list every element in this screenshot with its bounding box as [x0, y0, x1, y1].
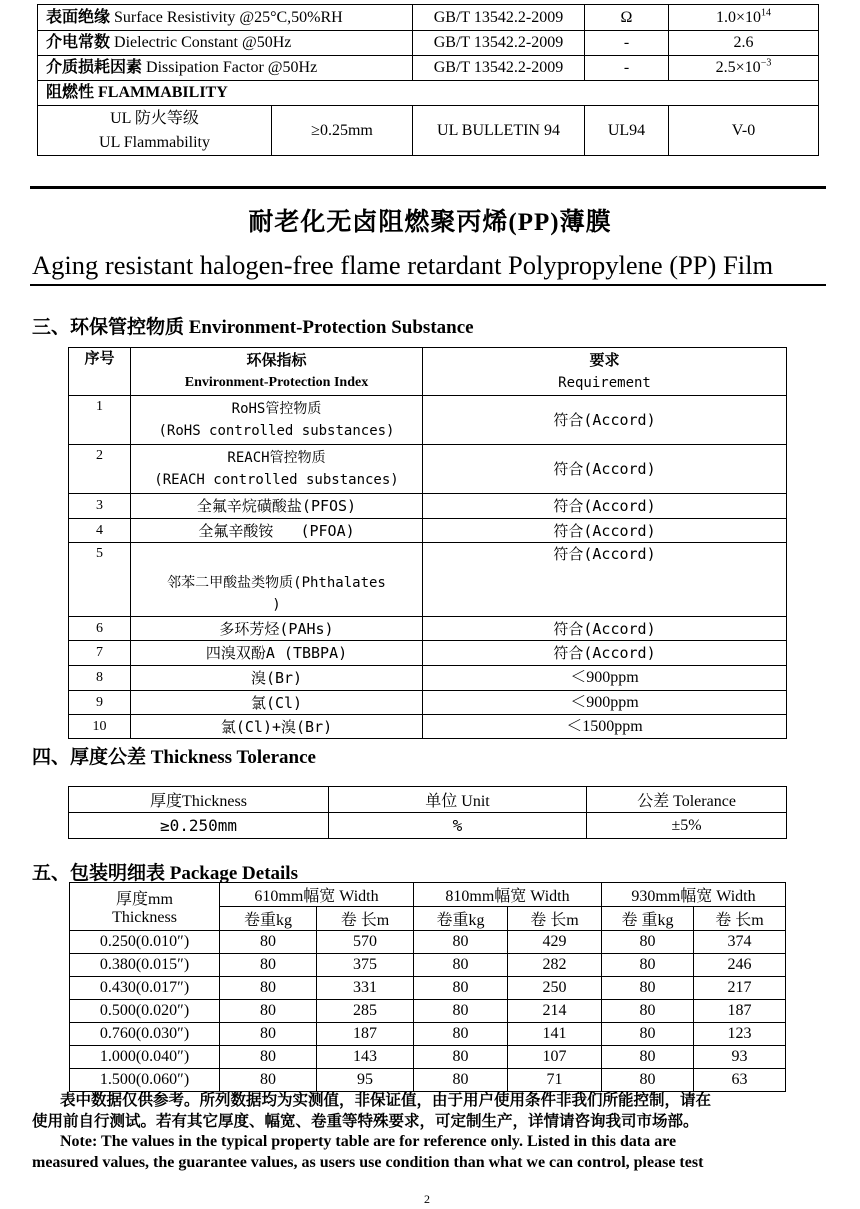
value-cell: 80	[602, 931, 694, 954]
header-no: 序号	[69, 348, 131, 396]
table-row	[70, 1000, 786, 1023]
value-cell: 80	[414, 954, 508, 977]
flammability-name: UL 防火等级 UL Flammability	[38, 106, 272, 156]
table-row	[70, 977, 786, 1000]
table-row	[38, 31, 819, 56]
item-cell: 邻苯二甲酸盐类物质(Phthalates )	[131, 543, 423, 617]
table-row: 9 氯(Cl) ＜900ppm	[69, 691, 787, 715]
value-cell: 429	[508, 931, 602, 954]
standard-cell: GB/T 13542.2-2009	[413, 56, 585, 81]
header-thickness: 厚度mm Thickness	[70, 883, 220, 931]
requirement-cell: 符合(Accord)	[423, 519, 787, 543]
value-cell: V-0	[669, 106, 819, 156]
thickness-cell: 0.250(0.010″)	[70, 931, 220, 954]
note-cn-line2: 使用前自行测试。若有其它厚度、幅宽、卷重等特殊要求，可定制生产，详情请咨询我司市场部。	[32, 1113, 699, 1130]
standard-cell: GB/T 13542.2-2009	[413, 5, 585, 31]
value-cell: 80	[220, 1000, 317, 1023]
requirement-cell: 符合(Accord)	[423, 494, 787, 519]
thickness-cell: 0.430(0.017″)	[70, 977, 220, 1000]
property-name-cn: 表面绝缘	[46, 8, 111, 26]
table-row: 4 全氟辛酸铵 (PFOA) 符合(Accord)	[69, 519, 787, 543]
header-index: 环保指标 Environment-Protection Index	[131, 348, 423, 396]
header-requirement: 要求 Requirement	[423, 348, 787, 396]
requirement-cell: 符合(Accord)	[423, 617, 787, 641]
thickness-table	[68, 786, 787, 839]
standard-cell: UL BULLETIN 94	[413, 106, 585, 156]
unit-cell: UL94	[585, 106, 669, 156]
value-cell: 80	[414, 1023, 508, 1046]
package-table	[69, 882, 786, 1092]
value-cell: 71	[508, 1069, 602, 1092]
unit-cell: Ω	[585, 5, 669, 31]
value-cell: 80	[220, 1023, 317, 1046]
value-cell: 80	[602, 1023, 694, 1046]
note-en-line1: Note: The values in the typical property table are for reference only. Listed in this data are	[60, 1133, 677, 1150]
page-number: 2	[424, 1192, 430, 1206]
environment-table	[68, 347, 787, 739]
value-cell: $1.0\times 10^{14}$	[669, 5, 819, 31]
value-cell: 143	[317, 1046, 414, 1069]
value-cell: 63	[694, 1069, 786, 1092]
property-name-cn: 介电常数	[46, 34, 111, 51]
section-heading-environment: 三、环保管控物质 Environment-Protection Substance	[32, 317, 474, 338]
value-cell: 374	[694, 931, 786, 954]
property-name-en: Surface Resistivity @25°C,50%RH	[114, 8, 343, 26]
value-cell: 282	[508, 954, 602, 977]
flammability-header: 阻燃性 FLAMMABILITY	[38, 81, 819, 106]
value-cell: 80	[414, 1069, 508, 1092]
properties-table	[37, 4, 819, 156]
item-cell: REACH管控物质 (REACH controlled substances)	[131, 445, 423, 494]
divider	[30, 186, 826, 189]
table-row: 1 RoHS管控物质 (RoHS controlled substances) 符合(Accord)	[69, 396, 787, 445]
table-row: 6 多环芳烃(PAHs) 符合(Accord)	[69, 617, 787, 641]
table-row	[70, 1069, 786, 1092]
value-cell: 187	[694, 1000, 786, 1023]
item-cell: 全氟辛酸铵 (PFOA)	[131, 519, 423, 543]
requirement-cell: 符合(Accord)	[423, 543, 787, 617]
value-cell: 214	[508, 1000, 602, 1023]
value-cell: 93	[694, 1046, 786, 1069]
table-row	[38, 81, 819, 106]
value-cell: 250	[508, 977, 602, 1000]
value-cell: 217	[694, 977, 786, 1000]
unit-cell: -	[585, 56, 669, 81]
note-cn-line1: 表中数据仅供参考。所列数据均为实测值，非保证值，由于用户使用条件非我们所能控制，请在	[60, 1092, 712, 1109]
value-cell: 80	[414, 1046, 508, 1069]
item-cell: 溴(Br)	[131, 666, 423, 691]
value-cell: 141	[508, 1023, 602, 1046]
unit-cell: -	[585, 31, 669, 56]
value-cell: 570	[317, 931, 414, 954]
value-cell: 80	[220, 1046, 317, 1069]
header-width-610: 610mm幅宽 Width	[220, 883, 414, 907]
table-header-row	[69, 348, 787, 396]
header-unit: 单位 Unit	[329, 787, 587, 813]
value-cell: 187	[317, 1023, 414, 1046]
value-cell: 80	[220, 977, 317, 1000]
property-name-en: Dissipation Factor @50Hz	[146, 59, 318, 76]
value-cell: 2.6	[669, 31, 819, 56]
page-subtitle: Aging resistant halogen-free flame retardant Polypropylene (PP) Film	[32, 250, 774, 280]
header-tolerance: 公差 Tolerance	[587, 787, 787, 813]
value-cell: 285	[317, 1000, 414, 1023]
requirement-cell: 符合(Accord)	[423, 396, 787, 445]
table-row: 5 邻苯二甲酸盐类物质(Phthalates ) 符合(Accord)	[69, 543, 787, 617]
table-header-row	[69, 787, 787, 813]
section-heading-package: 五、包装明细表 Package Details	[32, 863, 298, 884]
value-cell: 375	[317, 954, 414, 977]
requirement-cell: 符合(Accord)	[423, 641, 787, 666]
table-row: ≥0.250mm % ±5%	[69, 813, 787, 839]
header-width-930: 930mm幅宽 Width	[602, 883, 786, 907]
value-cell: 80	[220, 1069, 317, 1092]
table-row	[38, 56, 819, 81]
section-heading-thickness: 四、厚度公差 Thickness Tolerance	[32, 747, 316, 768]
value-cell: 80	[602, 1069, 694, 1092]
table-row: 2 REACH管控物质 (REACH controlled substances) 符合(Accord)	[69, 445, 787, 494]
value-cell: 107	[508, 1046, 602, 1069]
value-cell: 80	[602, 954, 694, 977]
thickness-cell: 1.500(0.060″)	[70, 1069, 220, 1092]
value-cell: 80	[602, 1000, 694, 1023]
value-cell: 80	[220, 954, 317, 977]
item-cell: 全氟辛烷磺酸盐(PFOS)	[131, 494, 423, 519]
requirement-cell: 符合(Accord)	[423, 445, 787, 494]
thickness-cell: 0.760(0.030″)	[70, 1023, 220, 1046]
item-cell: 四溴双酚A (TBBPA)	[131, 641, 423, 666]
standard-cell: GB/T 13542.2-2009	[413, 31, 585, 56]
property-name-en: Dielectric Constant @50Hz	[114, 34, 292, 51]
item-cell: 氯(Cl)+溴(Br)	[131, 715, 423, 739]
thickness-cell: ≥0.25mm	[272, 106, 413, 156]
table-subheader-row: 卷重kg 卷 长m 卷重kg 卷 长m 卷 重kg 卷 长m	[70, 907, 786, 931]
value-cell: 331	[317, 977, 414, 1000]
table-row	[38, 5, 819, 31]
table-row	[70, 1046, 786, 1069]
requirement-cell: ＜900ppm	[423, 666, 787, 691]
value-cell: 123	[694, 1023, 786, 1046]
page-title: 耐老化无卤阻燃聚丙烯(PP)薄膜	[248, 209, 612, 236]
table-row	[70, 954, 786, 977]
property-name-cn: 介质损耗因素	[46, 59, 143, 76]
thickness-cell: 0.500(0.020″)	[70, 1000, 220, 1023]
value-cell: 80	[414, 931, 508, 954]
value-cell: 95	[317, 1069, 414, 1092]
requirement-cell: ＜1500ppm	[423, 715, 787, 739]
table-header-row	[70, 883, 786, 907]
value-cell: 80	[602, 1046, 694, 1069]
value-cell: 80	[220, 931, 317, 954]
item-cell: 氯(Cl)	[131, 691, 423, 715]
header-width-810: 810mm幅宽 Width	[414, 883, 602, 907]
table-row: 7 四溴双酚A (TBBPA) 符合(Accord)	[69, 641, 787, 666]
table-row: 8 溴(Br) ＜900ppm	[69, 666, 787, 691]
table-row: 3 全氟辛烷磺酸盐(PFOS) 符合(Accord)	[69, 494, 787, 519]
value-cell: 80	[414, 977, 508, 1000]
table-row	[70, 1023, 786, 1046]
header-thickness: 厚度Thickness	[69, 787, 329, 813]
thickness-cell: 0.380(0.015″)	[70, 954, 220, 977]
value-cell: 80	[414, 1000, 508, 1023]
table-row	[38, 106, 819, 156]
table-row	[70, 931, 786, 954]
value-cell: 246	[694, 954, 786, 977]
note-en-line2: measured values, the guarantee values, as users use condition than what we can control, please test	[32, 1154, 704, 1171]
value-cell: 80	[602, 977, 694, 1000]
requirement-cell: ＜900ppm	[423, 691, 787, 715]
item-cell: RoHS管控物质 (RoHS controlled substances)	[131, 396, 423, 445]
item-cell: 多环芳烃(PAHs)	[131, 617, 423, 641]
value-cell: $2.5\times 10^{-3}$	[669, 56, 819, 81]
table-row: 10 氯(Cl)+溴(Br) ＜1500ppm	[69, 715, 787, 739]
divider	[30, 284, 826, 286]
thickness-cell: 1.000(0.040″)	[70, 1046, 220, 1069]
